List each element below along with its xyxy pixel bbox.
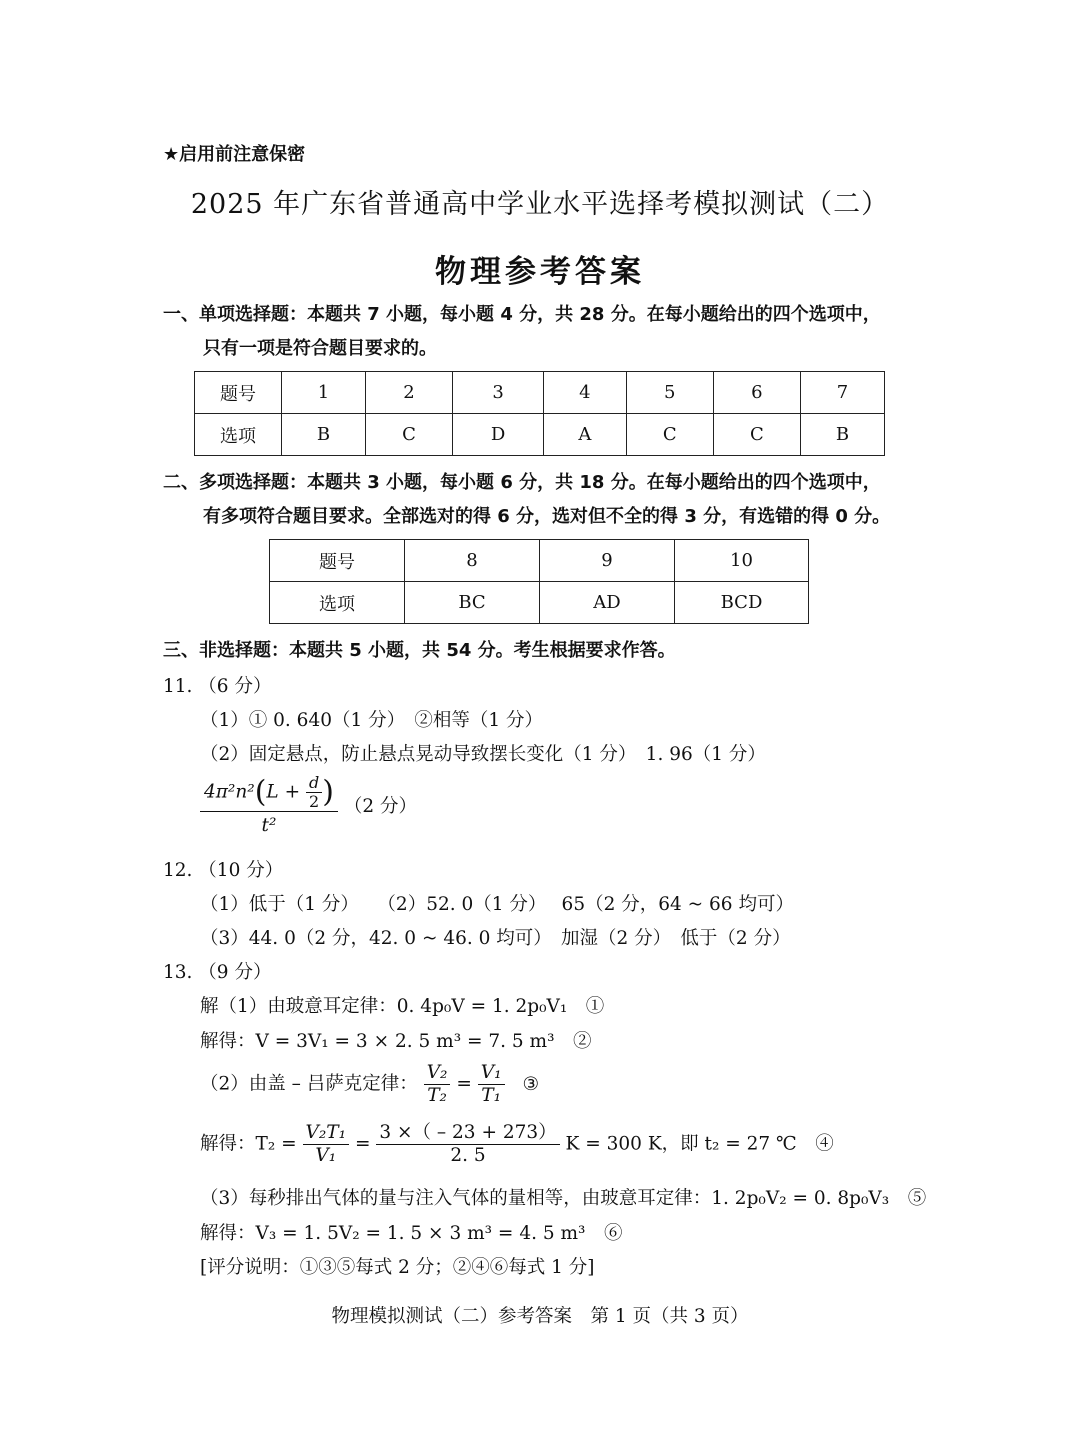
q13-line6: 解得：V₃ = 1. 5V₂ = 1. 5 × 3 m³ = 4. 5 m³ ⑥ <box>200 1223 623 1244</box>
section1-heading: 一、单项选择题：本题共 7 小题，每小题 4 分，共 28 分。在每小题给出的四个选项中， <box>163 304 881 325</box>
answer-cell: C <box>626 414 713 456</box>
formula-denominator: t² <box>261 815 277 836</box>
gay-lussac-label: （2）由盖 – 吕萨克定律： <box>200 1073 418 1095</box>
confidential-notice: ★启用前注意保密 <box>163 144 306 165</box>
exam-title: 2025 年广东省普通高中学业水平选择考模拟测试（二） <box>190 189 890 220</box>
question-number: 4 <box>544 372 627 414</box>
table-row <box>270 582 809 624</box>
section2-heading: 二、多项选择题：本题共 3 小题，每小题 6 分，共 18 分。在每小题给出的四个选项中， <box>163 472 881 493</box>
temperature-result: K = 300 K，即 t₂ = 27 ℃ ④ <box>565 1133 834 1155</box>
formula-score: （2 分） <box>343 796 417 817</box>
row-label-answer: 选项 <box>195 414 282 456</box>
section3-heading: 三、非选择题：本题共 5 小题，共 54 分。考生根据要求作答。 <box>163 640 676 661</box>
fraction-numerator: V₂T₁ <box>303 1122 350 1145</box>
question-number: 1 <box>282 372 366 414</box>
formula-half: 2 <box>309 792 320 811</box>
table-row <box>195 414 885 456</box>
question-number: 3 <box>453 372 544 414</box>
row-label-answer: 选项 <box>270 582 405 624</box>
q12-part2: （3）44. 0（2 分，42. 0 ~ 46. 0 均可） 加湿（2 分） 低于（2 分） <box>200 928 791 949</box>
question-number: 5 <box>626 372 713 414</box>
q13-heading: 13. （9 分） <box>163 962 272 983</box>
formula-length: L + <box>266 781 301 803</box>
q13-line3 <box>200 1062 539 1107</box>
solution-label: 解得：T₂ = <box>200 1133 297 1155</box>
answer-cell: B <box>800 414 884 456</box>
section1-heading-cont: 只有一项是符合题目要求的。 <box>203 338 437 359</box>
answer-cell: C <box>365 414 452 456</box>
equation-marker: ③ <box>522 1073 540 1095</box>
question-number: 9 <box>540 540 675 582</box>
row-label-question: 题号 <box>195 372 282 414</box>
q11-part2: （2）固定悬点，防止悬点晃动导致摆长变化（1 分） 1. 96（1 分） <box>200 744 766 765</box>
question-number: 10 <box>675 540 809 582</box>
t2-numeric-fraction <box>376 1122 559 1167</box>
question-number: 6 <box>713 372 800 414</box>
page-footer: 物理模拟测试（二）参考答案 第 1 页（共 3 页） <box>331 1306 749 1327</box>
q12-heading: 12. （10 分） <box>163 860 284 881</box>
section2-heading-cont: 有多项符合题目要求。全部选对的得 6 分，选对但不全的得 3 分，有选错的得 0 分。 <box>203 506 891 527</box>
answer-cell: A <box>544 414 627 456</box>
v2-over-t2-fraction <box>424 1062 451 1107</box>
question-number: 7 <box>800 372 884 414</box>
section2-answer-table <box>269 539 809 624</box>
formula-diameter: d <box>306 774 322 793</box>
formula-coefficient: 4π²n² <box>204 781 255 803</box>
pendulum-g-fraction: 4π²n²(L + $\frac{d}{2}$ ) t² <box>200 774 338 840</box>
q11-heading: 11. （6 分） <box>163 676 272 697</box>
answer-cell: AD <box>540 582 675 624</box>
q13-line4 <box>200 1122 834 1167</box>
t2-fraction <box>303 1122 350 1167</box>
table-row <box>195 372 885 414</box>
fraction-denominator: V₁ <box>315 1145 337 1166</box>
answer-key-title: 物理参考答案 <box>435 254 645 290</box>
q13-line5: （3）每秒排出气体的量与注入气体的量相等，由玻意耳定律：1. 2p₀V₂ = 0. 8p₀V₃ ⑤ <box>200 1188 927 1209</box>
answer-cell: C <box>713 414 800 456</box>
answer-cell: D <box>453 414 544 456</box>
question-number: 8 <box>405 540 540 582</box>
answer-cell: BC <box>405 582 540 624</box>
fraction-denominator: 2. 5 <box>450 1145 486 1166</box>
v1-over-t1-fraction <box>478 1062 505 1107</box>
q12-part1: （1）低于（1 分） （2）52. 0（1 分） 65（2 分，64 ~ 66 均可） <box>200 894 794 915</box>
equals-sign: = <box>456 1073 472 1095</box>
question-number: 2 <box>365 372 452 414</box>
equals-sign: = <box>354 1133 371 1155</box>
scoring-note: [评分说明：①③⑤每式 2 分；②④⑥每式 1 分] <box>200 1257 595 1278</box>
row-label-question: 题号 <box>270 540 405 582</box>
fraction-numerator: V₁ <box>478 1062 505 1085</box>
fraction-denominator: T₁ <box>481 1085 502 1106</box>
q13-line1: 解（1）由玻意耳定律：0. 4p₀V = 1. 2p₀V₁ ① <box>200 996 605 1017</box>
section1-answer-table <box>194 371 885 456</box>
table-row <box>270 540 809 582</box>
q11-part1: （1）① 0. 640（1 分） ②相等（1 分） <box>200 710 544 731</box>
q13-line2: 解得：V = 3V₁ = 3 × 2. 5 m³ = 7. 5 m³ ② <box>200 1031 592 1052</box>
fraction-denominator: T₂ <box>427 1085 447 1106</box>
fraction-numerator: V₂ <box>424 1062 451 1085</box>
answer-cell: B <box>282 414 366 456</box>
q11-formula <box>200 774 417 840</box>
answer-cell: BCD <box>675 582 809 624</box>
fraction-numerator: 3 ×（ – 23 + 273） <box>376 1122 559 1145</box>
